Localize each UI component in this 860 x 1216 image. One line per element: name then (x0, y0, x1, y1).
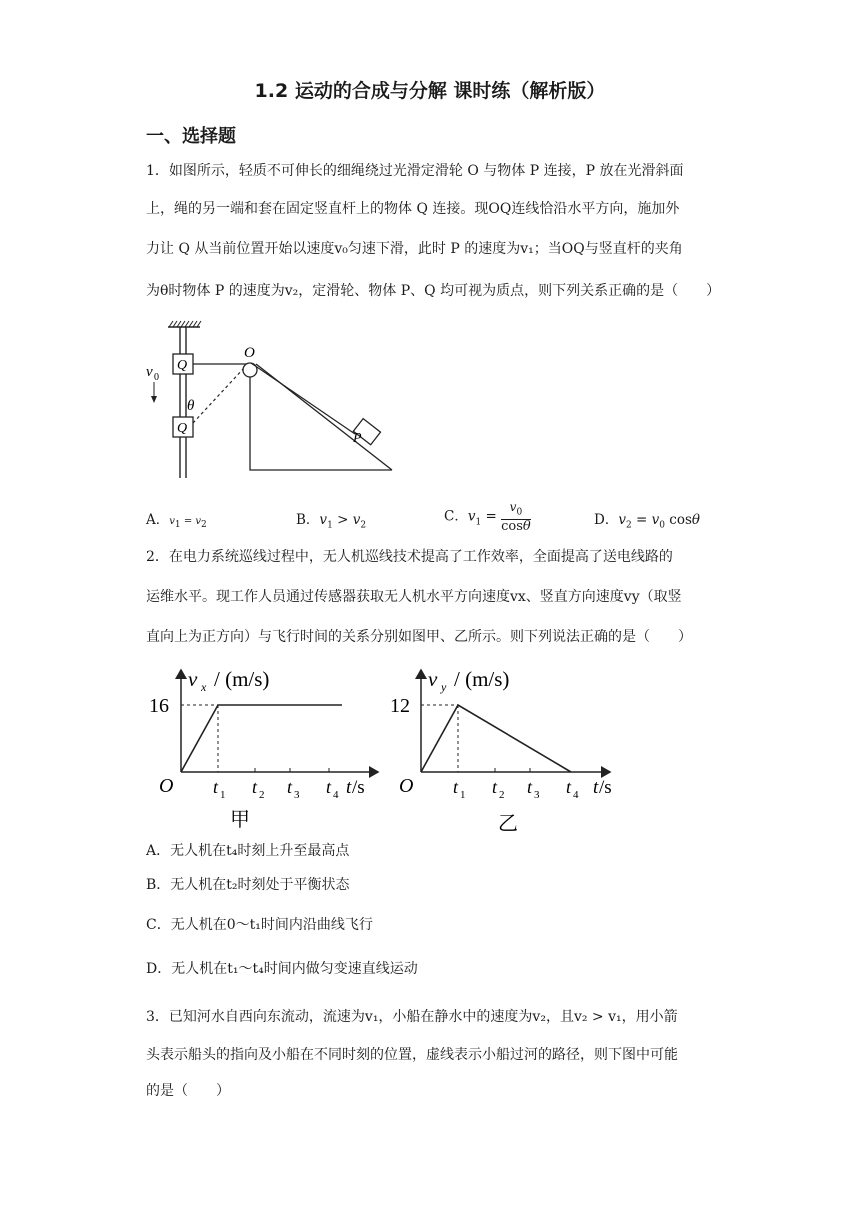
q1-option-b[interactable]: B．$v_1 > v_2$ (296, 512, 367, 531)
q3-line-3: 的是（ ） (146, 1083, 230, 1099)
svg-text:t: t (346, 777, 352, 798)
q2-line-3: 直向上为正方向）与飞行时间的关系分别如图甲、乙所示。则下列说法正确的是（ ） (146, 629, 692, 645)
q1-pulley-figure (140, 318, 410, 478)
q1-label-q-lower: Q (177, 421, 188, 436)
svg-text:x: x (201, 680, 207, 694)
svg-text:2: 2 (259, 789, 265, 801)
q1-line-2: 上，绳的另一端和套在固定竖直杆上的物体 Q 连接。现OQ连线恰沿水平方向，施加外 (146, 201, 680, 217)
svg-text:v: v (188, 667, 198, 691)
svg-text:4: 4 (573, 789, 579, 801)
svg-text:v: v (146, 364, 153, 380)
q1-label-p: P (353, 431, 362, 446)
svg-text:t: t (593, 777, 599, 798)
yi-series-line (421, 705, 571, 772)
svg-text:t: t (527, 777, 533, 797)
q1-option-a[interactable]: A．$v_1 = v_2$ (146, 512, 207, 530)
svg-text:4: 4 (333, 789, 339, 801)
svg-text:y: y (441, 680, 447, 694)
q1-option-c[interactable]: C．$v_1$ = $\frac{v_0}{\cos\theta}$ (444, 500, 531, 535)
yi-caption: 乙 (498, 813, 518, 835)
svg-text:1: 1 (460, 789, 466, 801)
svg-text:3: 3 (534, 789, 540, 801)
q2-line-1: 2．在电力系统巡线过程中，无人机巡线技术提高了工作效率，全面提高了送电线路的 (146, 549, 673, 565)
q1-option-d[interactable]: D．$v_2 = v_0$ cosθ (594, 512, 701, 531)
q2-option-d[interactable]: D．无人机在t₁～t₄时间内做匀变速直线运动 (146, 961, 418, 977)
section-heading: 一、选择题 (146, 126, 236, 147)
svg-text:O: O (159, 775, 174, 797)
svg-text:2: 2 (499, 789, 505, 801)
svg-text:t: t (213, 777, 219, 797)
yi-y-label: / (m/s) (454, 667, 510, 691)
svg-text:3: 3 (294, 789, 300, 801)
q2-option-c[interactable]: C．无人机在0～t₁时间内沿曲线飞行 (146, 917, 373, 933)
svg-text:t: t (566, 777, 572, 797)
q2-option-a[interactable]: A．无人机在t₄时刻上升至最高点 (146, 843, 350, 859)
q1-line-1: 1．如图所示，轻质不可伸长的细绳绕过光滑定滑轮 O 与物体 P 连接，P 放在光滑斜面 (146, 163, 684, 179)
svg-text:/s: /s (599, 777, 612, 798)
q2-line-2: 运维水平。现工作人员通过传感器获取无人机水平方向速度vx、竖直方向速度vy（取竖 (146, 589, 682, 605)
q1-label-theta: θ (187, 398, 195, 414)
q2-option-b[interactable]: B．无人机在t₂时刻处于平衡状态 (146, 877, 350, 893)
svg-text:t: t (492, 777, 498, 797)
q1-line-4: 为θ时物体 P 的速度为v₂，定滑轮、物体 P、Q 均可视为质点，则下列关系正确的是（ ） (146, 283, 721, 299)
q1-line-3: 力让 Q 从当前位置开始以速度v₀匀速下滑，此时 P 的速度为v₁；当OQ与竖直杆的夹角 (146, 241, 683, 257)
svg-text:t: t (453, 777, 459, 797)
svg-text:1: 1 (220, 789, 226, 801)
yi-value-label: 12 (390, 695, 410, 717)
q1-label-q-upper: Q (177, 358, 188, 373)
jia-series-line (181, 705, 342, 772)
q3-line-1: 3．已知河水自西向东流动，流速为v₁，小船在静水中的速度为v₂，且v₂ > v₁，用小箭 (146, 1009, 678, 1025)
svg-text:t: t (326, 777, 332, 797)
svg-text:0: 0 (154, 372, 159, 383)
jia-value-label: 16 (149, 695, 169, 717)
svg-text:/s: /s (352, 777, 365, 798)
jia-caption: 甲 (230, 809, 250, 831)
svg-text:v: v (428, 667, 438, 691)
jia-y-label: / (m/s) (214, 667, 270, 691)
q2-charts-figure (140, 660, 640, 835)
q1-label-o: O (244, 345, 255, 361)
q3-line-2: 头表示船头的指向及小船在不同时刻的位置，虚线表示小船过河的路径，则下图中可能 (146, 1047, 678, 1063)
svg-text:O: O (399, 775, 414, 797)
svg-text:t: t (287, 777, 293, 797)
page-title: 1.2 运动的合成与分解 课时练（解析版） (254, 80, 606, 102)
svg-text:t: t (252, 777, 258, 797)
